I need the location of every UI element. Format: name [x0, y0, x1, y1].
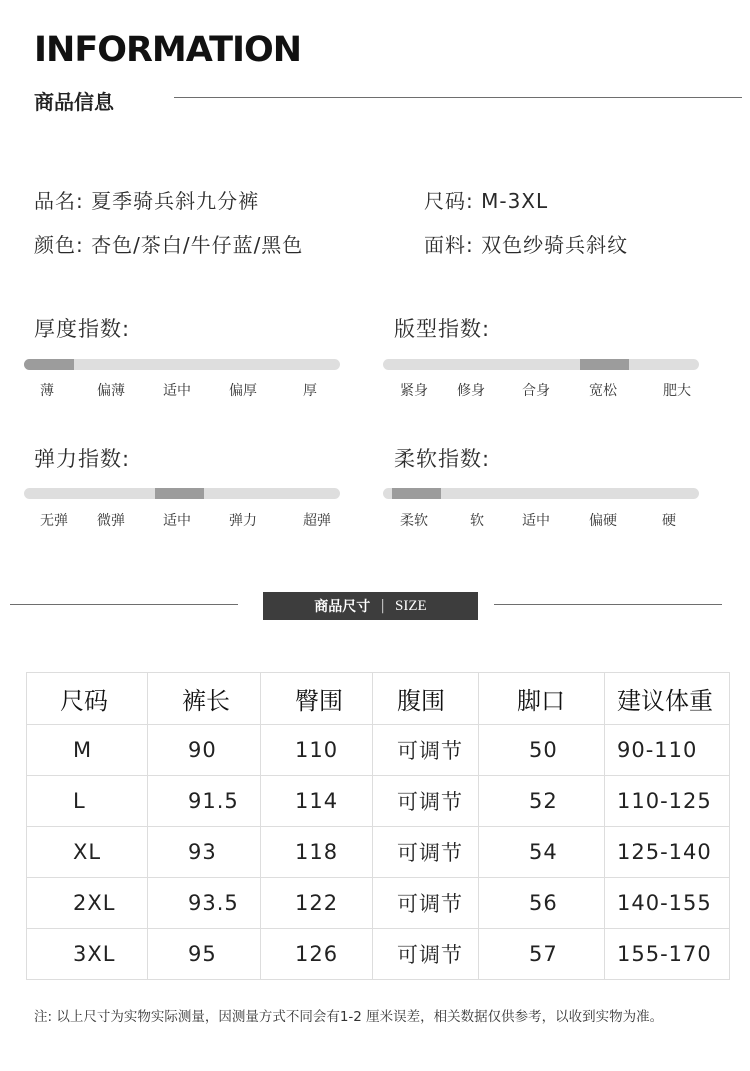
softness-level: 柔软	[400, 513, 428, 529]
hem-column-header: 脚口	[479, 673, 605, 725]
table-cell: 118	[261, 827, 373, 878]
table-cell: 155-170	[605, 929, 730, 980]
fit-level: 修身	[457, 383, 485, 399]
table-row	[27, 776, 730, 827]
table-cell: 57	[479, 929, 605, 980]
header-divider	[174, 97, 742, 98]
size-divider-right	[494, 604, 722, 605]
elasticity-index-title: 弹力指数:	[34, 447, 131, 471]
softness-level: 软	[470, 513, 484, 529]
table-cell: 90-110	[605, 725, 730, 776]
table-cell: 114	[261, 776, 373, 827]
size-column-header: 尺码	[27, 673, 148, 725]
information-title: INFORMATION	[34, 30, 302, 70]
fit-level: 合身	[522, 383, 550, 399]
table-cell: 可调节	[373, 725, 479, 776]
size-heading-cn: 商品尺寸	[314, 599, 371, 615]
table-cell: 93.5	[148, 878, 261, 929]
fit-level: 宽松	[589, 383, 617, 399]
table-cell: M	[27, 725, 148, 776]
size-heading-separator: |	[380, 598, 386, 614]
fit-index-title: 版型指数:	[394, 317, 491, 341]
waist-column-header: 腹围	[373, 673, 479, 725]
hip-column-header: 臀围	[261, 673, 373, 725]
fit-index-track	[383, 359, 699, 370]
table-cell: 可调节	[373, 878, 479, 929]
table-cell: 50	[479, 725, 605, 776]
size-divider-left	[10, 604, 238, 605]
table-cell: 91.5	[148, 776, 261, 827]
measurement-note: 注: 以上尺寸为实物实际测量，因测量方式不同会有1-2 厘米误差，相关数据仅供参考，以收到实物为准。	[34, 1009, 664, 1025]
table-cell: 56	[479, 878, 605, 929]
weight-column-header: 建议体重	[605, 673, 730, 725]
thickness-level: 厚	[303, 383, 317, 399]
table-cell: 90	[148, 725, 261, 776]
softness-level: 偏硬	[589, 513, 617, 529]
thickness-index-marker	[24, 359, 74, 370]
information-subtitle: 商品信息	[34, 90, 114, 114]
fit-level: 紧身	[400, 383, 428, 399]
fit-level: 肥大	[663, 383, 691, 399]
softness-index-title: 柔软指数:	[394, 447, 491, 471]
table-row	[27, 725, 730, 776]
product-size-range: 尺码: M-3XL	[424, 189, 549, 213]
thickness-index-title: 厚度指数:	[34, 317, 131, 341]
elasticity-level: 适中	[163, 513, 191, 529]
softness-level: 硬	[662, 513, 676, 529]
table-cell: 52	[479, 776, 605, 827]
elasticity-level: 超弹	[303, 513, 331, 529]
table-cell: 95	[148, 929, 261, 980]
length-column-header: 裤长	[148, 673, 261, 725]
table-row	[27, 827, 730, 878]
table-cell: 93	[148, 827, 261, 878]
thickness-level: 薄	[40, 383, 54, 399]
table-cell: 140-155	[605, 878, 730, 929]
thickness-level: 偏薄	[97, 383, 125, 399]
table-cell: 2XL	[27, 878, 148, 929]
table-cell: 可调节	[373, 827, 479, 878]
table-cell: 110	[261, 725, 373, 776]
table-cell: 可调节	[373, 776, 479, 827]
size-table	[26, 672, 730, 980]
table-cell: 126	[261, 929, 373, 980]
size-heading-en: SIZE	[395, 597, 427, 614]
table-row	[27, 929, 730, 980]
table-row	[27, 878, 730, 929]
table-cell: 122	[261, 878, 373, 929]
elasticity-index-track	[24, 488, 340, 499]
elasticity-index-marker	[155, 488, 204, 499]
table-cell: 可调节	[373, 929, 479, 980]
thickness-level: 偏厚	[229, 383, 257, 399]
table-cell: 3XL	[27, 929, 148, 980]
product-colors: 颜色: 杏色/茶白/牛仔蓝/黑色	[34, 233, 304, 257]
thickness-level: 适中	[163, 383, 191, 399]
table-cell: XL	[27, 827, 148, 878]
table-cell: 54	[479, 827, 605, 878]
product-name: 品名: 夏季骑兵斜九分裤	[34, 189, 260, 213]
size-table-header-row	[27, 673, 730, 725]
thickness-index-track	[24, 359, 340, 370]
size-section-heading	[263, 592, 478, 620]
elasticity-level: 无弹	[40, 513, 68, 529]
table-cell: L	[27, 776, 148, 827]
softness-index-track	[383, 488, 699, 499]
product-fabric: 面料: 双色纱骑兵斜纹	[424, 233, 629, 257]
softness-level: 适中	[522, 513, 550, 529]
softness-index-marker	[392, 488, 441, 499]
table-cell: 125-140	[605, 827, 730, 878]
elasticity-level: 微弹	[97, 513, 125, 529]
table-cell: 110-125	[605, 776, 730, 827]
elasticity-level: 弹力	[229, 513, 257, 529]
fit-index-marker	[580, 359, 629, 370]
